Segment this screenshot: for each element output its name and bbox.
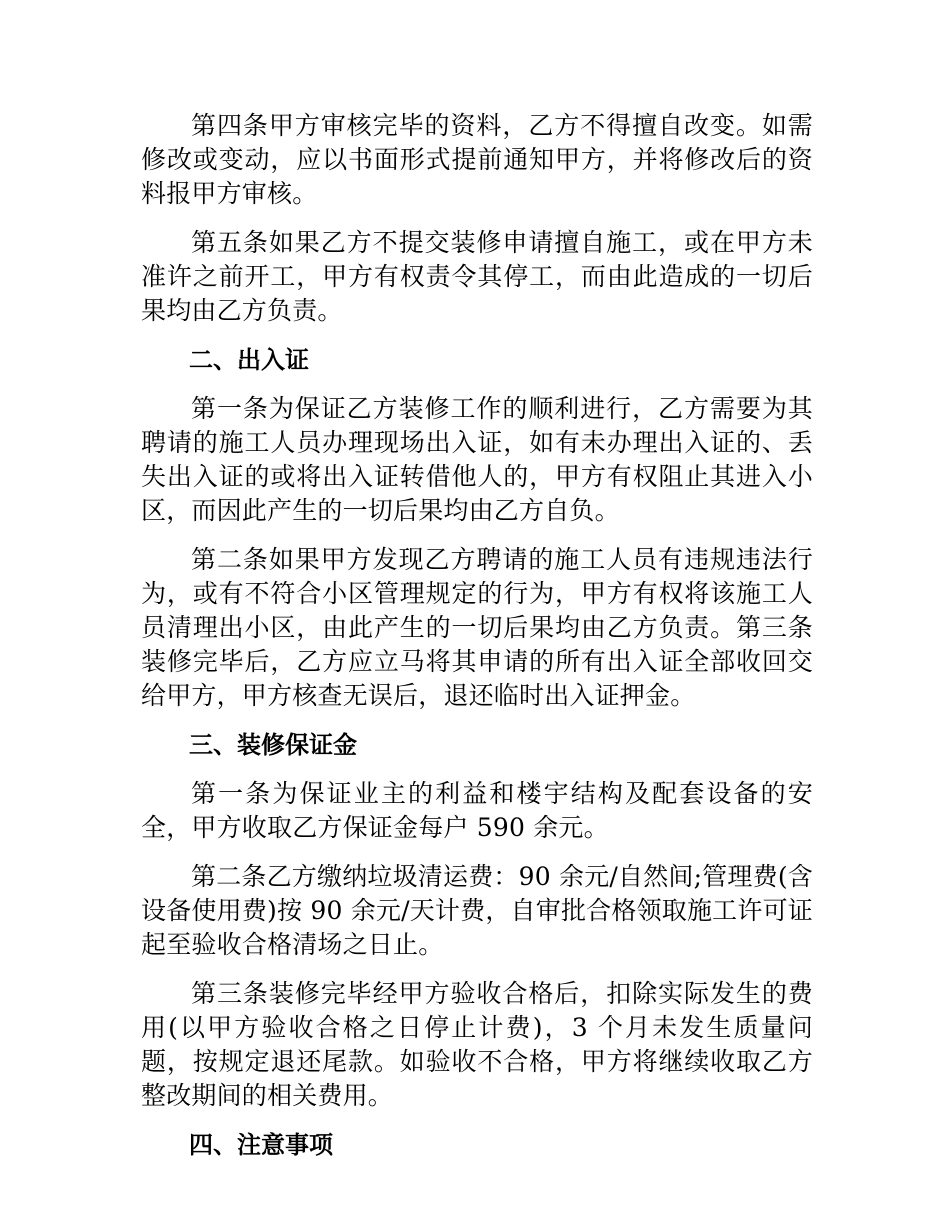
section-heading: 二、出入证 [189, 346, 309, 374]
clause-paragraph: 第三条装修完毕经甲方验收合格后，扣除实际发生的费用(以甲方验收合格之日停止计费)，3 个月未发生质量问题，按规定退还尾款。如验收不合格，甲方将继续收取乙方整改期间的相关费用。 [141, 979, 813, 1110]
document-body [141, 109, 813, 1177]
clause-paragraph: 第五条如果乙方不提交装修申请擅自施工，或在甲方未准许之前开工，甲方有权责令其停工，而由此造成的一切后果均由乙方负责。 [141, 228, 813, 325]
clause-paragraph: 第一条为保证乙方装修工作的顺利进行，乙方需要为其聘请的施工人员办理现场出入证，如有未办理出入证的、丢失出入证的或将出入证转借他人的，甲方有权阻止其进入小区，而因此产生的一切后果均由乙方自负。 [141, 394, 813, 525]
clause-paragraph: 第四条甲方审核完毕的资料，乙方不得擅自改变。如需修改或变动，应以书面形式提前通知甲方，并将修改后的资料报甲方审核。 [141, 111, 813, 208]
clause-paragraph: 第二条如果甲方发现乙方聘请的施工人员有违规违法行为，或有不符合小区管理规定的行为，甲方有权将该施工人员清理出小区，由此产生的一切后果均由乙方负责。第三条装修完毕后，乙方应立马将其申请的所有出入证全部收回交给甲方，甲方核查无误后，退还临时出入证押金。 [141, 545, 813, 710]
section-heading: 三、装修保证金 [189, 731, 357, 759]
clause-paragraph: 第一条为保证业主的利益和楼宇结构及配套设备的安全，甲方收取乙方保证金每户 590 余元。 [141, 779, 813, 842]
clause-paragraph: 第二条乙方缴纳垃圾清运费：90 余元/自然间;管理费(含设备使用费)按 90 余元/天计费，自审批合格领取施工许可证起至验收合格清场之日止。 [141, 862, 813, 959]
section-heading: 四、注意事项 [189, 1131, 333, 1159]
